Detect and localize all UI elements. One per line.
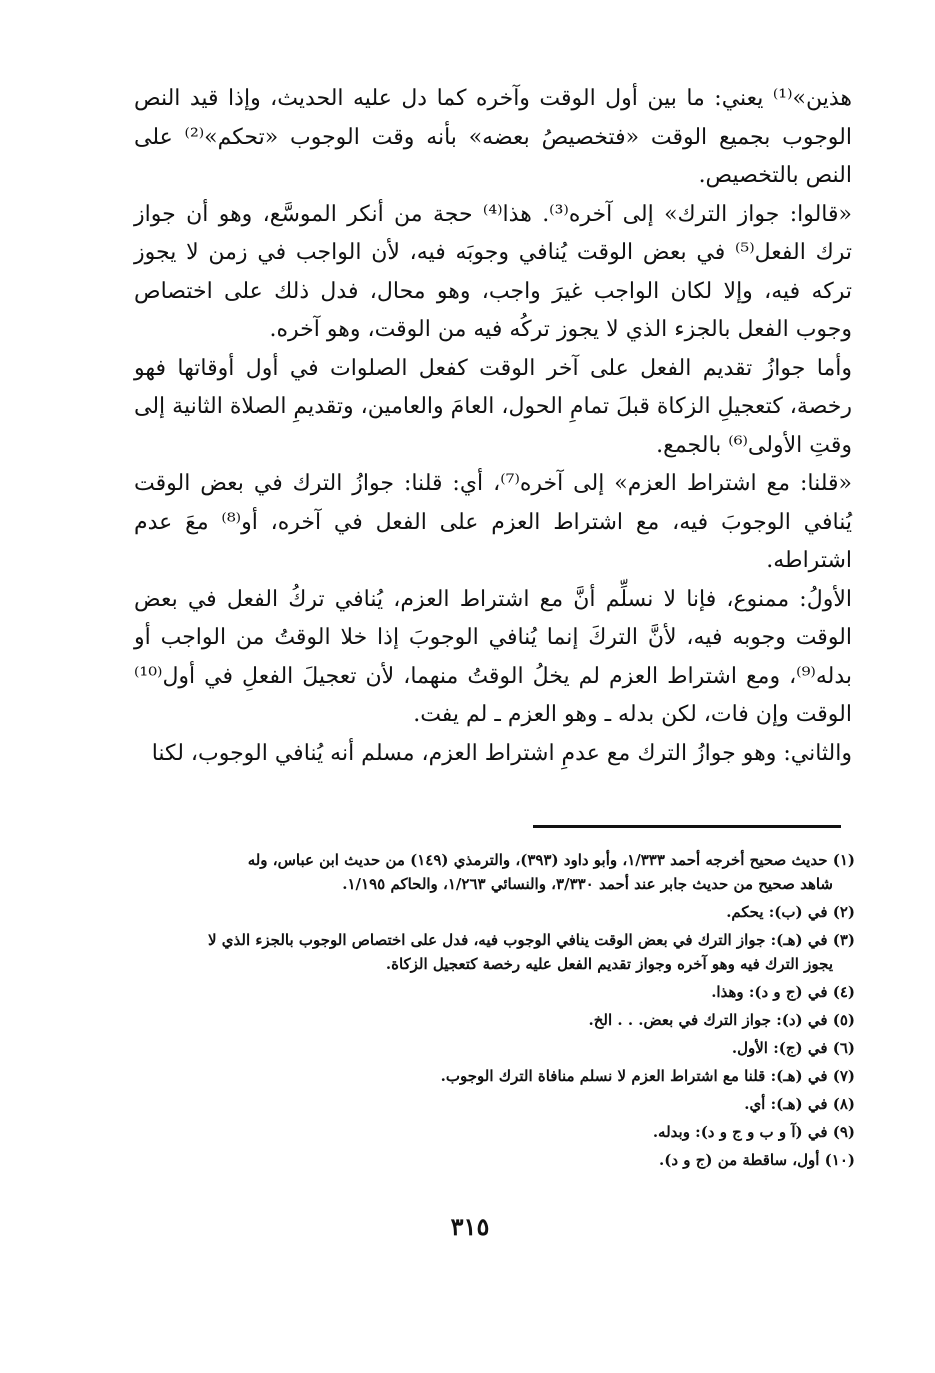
footnote-5: (٥) في (د): جواز الترك في بعض. . . الخ. (588, 1011, 855, 1029)
paragraph-2: «قالوا: جواز الترك» إلى آخره⁽³⁾. هذا⁽⁴⁾ حجة من أنكر الموسَّع، وهو أن جواز ترك الفعل⁽⁵⁾ في بعض الوقت يُنافي وجوبَه فيه، لأن الواجب في زمن لا يجوز تركه فيه، وإلا لكان الواجب غيرَ واجب، وهو محال، فدل ذلك على اختصاص وجوب الفعل بالجزء الذي لا يجوز تركُه فيه من الوقت، وهو آخره. (134, 201, 853, 342)
paragraph-1: هذين»⁽¹⁾ يعني: ما بين أول الوقت وآخره كما دل عليه الحديث، وإذا قيد النص الوجوب بجميع الوقت «فتخصيصُ بعضه» بأنه وقت الوجوب «تحكم»⁽²⁾ على النص بالتخصيص. (134, 86, 852, 188)
footnote-1: (١) حديث صحيح أخرجه أحمد ١/٣٣٣، وأبو داود (٣٩٣)، والترمذي (١٤٩) من حديث ابن عباس، وله (247, 851, 855, 869)
footnote-4: (٤) في (ج و د): وهذا. (711, 983, 855, 1001)
paragraph-6: والثاني: وهو جوازُ الترك مع عدمِ اشتراط العزم، مسلم أنه يُنافي الوجوب، لكنا (151, 740, 852, 766)
footnote-separator (533, 825, 841, 828)
footnote-7: (٧) في (هـ): قلنا مع اشتراط العزم لا نسلم منافاة الترك الوجوب. (440, 1067, 855, 1085)
paragraph-4: «قلنا: مع اشتراط العزم» إلى آخره⁽⁷⁾، أي: قلنا: جوازُ الترك في بعض الوقت يُنافي الوجوبَ فيه، مع اشتراط العزم على الفعل في آخره، أو⁽⁸⁾ معَ عدم اشتراطه. (134, 471, 852, 573)
footnote-2: (٢) في (ب): يحكم. (726, 903, 855, 921)
footnotes (140, 848, 855, 1176)
footnote-3-continued: يجوز الترك فيه وهو آخره وجواز تقديم الفعل عليه رخصة كتعجيل الزكاة. (385, 955, 833, 973)
page-number: ٣١٥ (450, 1212, 490, 1241)
footnote-6: (٦) في (ج): الأول. (731, 1039, 855, 1057)
footnote-1-continued: شاهد صحيح من حديث جابر عند أحمد ٣/٣٣٠، والنسائي ١/٢٦٣، والحاكم ١/١٩٥. (342, 875, 833, 893)
paragraph-3: وأما جوازُ تقديم الفعل على آخر الوقت كفعل الصلوات في أول أوقاتها فهو رخصة، كتعجيلِ الزكاة قبلَ تمامِ الحول، العامَ والعامين، وتقديمِ الصلاة الثانية إلى وقتِ الأولى⁽⁶⁾ بالجمع. (134, 355, 852, 458)
footnote-10: (١٠) أول، ساقطة من (ج و د). (659, 1151, 855, 1169)
footnote-8: (٨) في (هـ): أي. (744, 1095, 855, 1113)
main-text (134, 80, 852, 773)
footnote-9: (٩) في (آ و ب و ج و د): وبدله. (652, 1123, 855, 1141)
paragraph-5: الأولُ: ممنوع، فإنا لا نسلِّم أنَّ مع اشتراط العزم، يُنافي تركُ الفعل في بعض الوقت وجوبه فيه، لأنَّ التركَ إنما يُنافي الوجوبَ إذا خلا الوقتُ من الواجب أو بدله⁽⁹⁾، ومع اشتراط العزم لم يخلُ الوقتُ منهما، لأن تعجيلَ الفعلِ في أول⁽¹⁰⁾ الوقت وإن فات، لكن بدله ـ وهو العزم ـ لم يفت. (134, 586, 852, 727)
footnote-3: (٣) في (هـ): جواز الترك في بعض الوقت ينافي الوجوب فيه، فدل على اختصاص الوجوب بالجزء الذي لا (208, 931, 855, 949)
